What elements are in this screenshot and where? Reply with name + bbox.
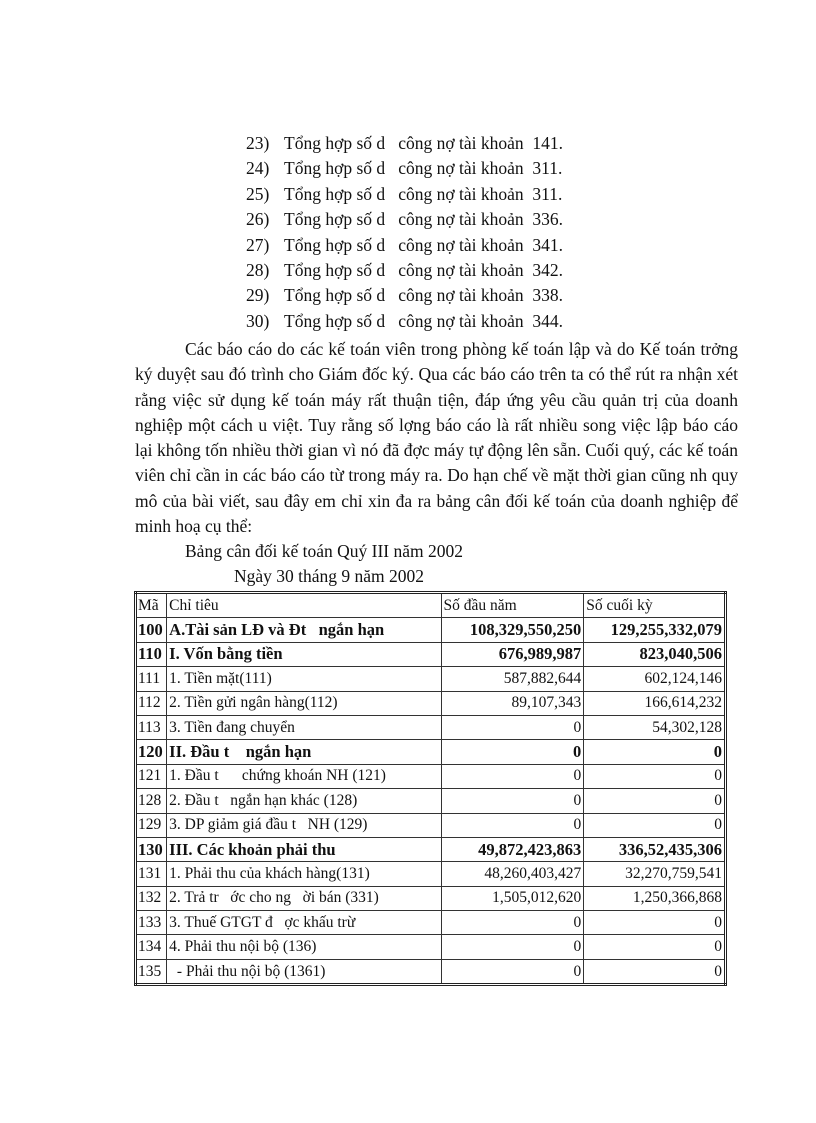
row-name: - Phải thu nội bộ (1361) [167, 959, 441, 984]
row-code: 130 [136, 837, 167, 861]
list-item-number: 28) [246, 259, 270, 280]
table-row [136, 862, 726, 886]
list-item-text: Tổng hợp số d công nợ tài khoản 344. [284, 310, 564, 331]
header-code: Mã [136, 593, 167, 618]
row-start-value: 587,882,644 [441, 667, 584, 691]
row-name: 2. Trả tr ớc cho ng ời bán (331) [167, 886, 441, 910]
row-name: 3. DP giảm giá đầu t NH (129) [167, 813, 441, 837]
table-row [136, 642, 726, 666]
row-end-value: 336,52,435,306 [584, 837, 726, 861]
table-date: Ngày 30 tháng 9 năm 2002 [234, 566, 425, 586]
row-end-value: 0 [584, 959, 726, 984]
list-item [246, 309, 716, 334]
table-title: Bảng cân đối kế toán Quý III năm 2002 [185, 541, 463, 561]
row-end-value: 823,040,506 [584, 642, 726, 666]
row-code: 113 [136, 715, 167, 739]
row-start-value: 0 [441, 911, 584, 935]
row-start-value: 0 [441, 959, 584, 984]
table-row [136, 959, 726, 984]
table-row [136, 715, 726, 739]
row-start-value: 0 [441, 813, 584, 837]
row-code: 129 [136, 813, 167, 837]
list-item-text: Tổng hợp số d công nợ tài khoản 141. [284, 133, 564, 153]
row-end-value: 0 [584, 813, 726, 837]
table-row [136, 764, 726, 788]
row-end-value: 0 [584, 789, 726, 813]
row-start-value: 0 [441, 789, 584, 813]
table-row [136, 667, 726, 691]
row-end-value: 602,124,146 [584, 667, 726, 691]
row-code: 100 [136, 618, 167, 642]
row-code: 110 [136, 642, 167, 666]
table-row [136, 813, 726, 837]
row-code: 135 [136, 959, 167, 984]
list-item [246, 233, 716, 258]
row-end-value: 54,302,128 [584, 715, 726, 739]
row-start-value: 0 [441, 935, 584, 959]
row-end-value: 0 [584, 740, 726, 764]
row-code: 111 [136, 667, 167, 691]
row-start-value: 89,107,343 [441, 691, 584, 715]
row-code: 132 [136, 886, 167, 910]
row-name: 4. Phải thu nội bộ (136) [167, 935, 441, 959]
report-list [246, 131, 716, 334]
row-name: 1. Tiền mặt(111) [167, 667, 441, 691]
row-start-value: 0 [441, 715, 584, 739]
row-code: 134 [136, 935, 167, 959]
list-item-text: Tổng hợp số d công nợ tài khoản 341. [284, 234, 564, 255]
row-end-value: 1,250,366,868 [584, 886, 726, 910]
list-item [246, 182, 716, 207]
list-item [246, 156, 716, 181]
row-code: 112 [136, 691, 167, 715]
list-item-number: 27) [246, 234, 270, 255]
list-item [246, 207, 716, 232]
list-item [246, 131, 716, 156]
header-name: Chỉ tiêu [167, 593, 441, 618]
list-item-text: Tổng hợp số d công nợ tài khoản 311. [284, 183, 563, 204]
row-end-value: 0 [584, 764, 726, 788]
list-item-number: 26) [246, 209, 270, 230]
row-code: 133 [136, 911, 167, 935]
table-row [136, 691, 726, 715]
row-name: II. Đầu t ngắn hạn [167, 740, 441, 764]
row-end-value: 0 [584, 935, 726, 959]
header-end: Số cuối kỳ [584, 593, 726, 618]
row-end-value: 0 [584, 911, 726, 935]
balance-sheet-table [134, 591, 727, 986]
table-row [136, 911, 726, 935]
list-item-text: Tổng hợp số d công nợ tài khoản 336. [284, 209, 564, 230]
row-code: 128 [136, 789, 167, 813]
header-start: Số đầu năm [441, 593, 584, 618]
row-code: 121 [136, 764, 167, 788]
row-start-value: 676,989,987 [441, 642, 584, 666]
list-item-number: 23) [246, 133, 270, 153]
row-code: 131 [136, 862, 167, 886]
list-item-number: 25) [246, 183, 270, 204]
table-row [136, 618, 726, 642]
row-name: A.Tài sản LĐ và Đt ngắn hạn [167, 618, 441, 642]
list-item-number: 29) [246, 285, 270, 306]
row-name: 2. Đầu t ngắn hạn khác (128) [167, 789, 441, 813]
row-start-value: 0 [441, 764, 584, 788]
list-item-text: Tổng hợp số d công nợ tài khoản 342. [284, 259, 564, 280]
row-name: 3. Tiền đang chuyển [167, 715, 441, 739]
list-item-number: 30) [246, 310, 270, 331]
table-row [136, 935, 726, 959]
table-row [136, 740, 726, 764]
row-name: III. Các khoản phải thu [167, 837, 441, 861]
row-name: 3. Thuế GTGT đ ợc khấu trừ [167, 911, 441, 935]
list-item [246, 258, 716, 283]
table-header-row [136, 593, 726, 618]
row-end-value: 32,270,759,541 [584, 862, 726, 886]
row-name: 2. Tiền gửi ngân hàng(112) [167, 691, 441, 715]
row-end-value: 129,255,332,079 [584, 618, 726, 642]
row-name: 1. Đầu t chứng khoán NH (121) [167, 764, 441, 788]
list-item-text: Tổng hợp số d công nợ tài khoản 338. [284, 285, 564, 306]
row-end-value: 166,614,232 [584, 691, 726, 715]
list-item-text: Tổng hợp số d công nợ tài khoản 311. [284, 158, 563, 179]
row-start-value: 108,329,550,250 [441, 618, 584, 642]
table-row [136, 789, 726, 813]
table-row [136, 837, 726, 861]
body-paragraph: Các báo cáo do các kế toán viên trong phòng kế toán lập và do Kế toán trởng ký duyệt sau đó trình cho Giám đốc ký. Qua các báo cáo trên ta có thể rút ra nhận xét rằng việc sử dụng kế toán máy rất thuận tiện, đáp ứng yêu cầu quản trị của doanh nghiệp một cách u việt. Tuy rằng số lợng báo cáo là rất nhiều song việc lập báo cáo lại không tốn nhiều thời gian vì nó đã đợc máy tự động lên sẵn. Cuối quý, các kế toán viên chỉ cần in các báo cáo từ trong máy ra. Do hạn chế về mặt thời gian cũng nh quy mô của bài viết, sau đây em chỉ xin đa ra bảng cân đối kế toán của doanh nghiệp để minh hoạ cụ thể: [135, 339, 738, 537]
table-row [136, 886, 726, 910]
row-start-value: 1,505,012,620 [441, 886, 584, 910]
row-name: 1. Phải thu của khách hàng(131) [167, 862, 441, 886]
list-item [246, 283, 716, 308]
row-code: 120 [136, 740, 167, 764]
row-name: I. Vốn bằng tiền [167, 642, 441, 666]
row-start-value: 49,872,423,863 [441, 837, 584, 861]
row-start-value: 48,260,403,427 [441, 862, 584, 886]
row-start-value: 0 [441, 740, 584, 764]
list-item-number: 24) [246, 158, 270, 179]
